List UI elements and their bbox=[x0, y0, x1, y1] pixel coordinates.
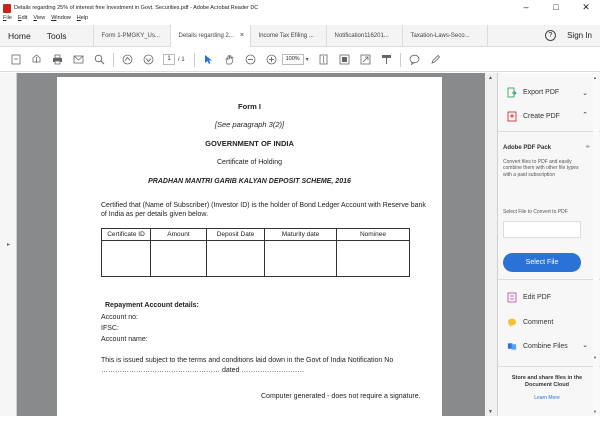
menu-bar bbox=[0, 15, 88, 24]
certification-line: Certified that (Name of Subscriber) (Investor ID) is the holder of Bond Ledger Account with Reserve bank bbox=[101, 202, 426, 209]
doc-tab-label: Taxation-Laws-Seco... bbox=[410, 32, 470, 39]
minimize-button[interactable]: – bbox=[523, 2, 529, 12]
scheme-title: PRADHAN MANTRI GARIB KALYAN DEPOSIT SCHEME, 2016 bbox=[148, 178, 351, 185]
pane-divider bbox=[498, 366, 600, 367]
table-cell bbox=[207, 241, 265, 277]
acrobat-icon bbox=[3, 4, 11, 13]
ifsc-label: IFSC: bbox=[101, 325, 119, 332]
document-cloud-promo: Store and share files in the Document Cloud bbox=[511, 375, 583, 388]
print-icon[interactable] bbox=[52, 54, 63, 65]
notice-line: This is issued subject to the terms and conditions laid down in the Govt of India Notification No bbox=[101, 357, 394, 364]
close-window-button[interactable]: ✕ bbox=[582, 2, 590, 12]
certificate-heading: Certificate of Holding bbox=[217, 159, 282, 166]
zoom-out-icon[interactable] bbox=[245, 54, 256, 65]
doc-tab[interactable] bbox=[250, 25, 326, 47]
paragraph-reference: [See paragraph 3(2)] bbox=[214, 120, 285, 129]
table-cell bbox=[265, 241, 337, 277]
expand-left-panel-icon[interactable]: ▸ bbox=[7, 242, 11, 248]
certification-line: of India as per details given below. bbox=[101, 211, 209, 218]
export-pdf-icon bbox=[507, 87, 517, 97]
fit-page-icon[interactable] bbox=[318, 54, 329, 65]
form-title: Form I bbox=[238, 102, 261, 111]
table-cell bbox=[102, 241, 151, 277]
scroll-down-icon[interactable]: ▼ bbox=[593, 355, 597, 360]
chevron-down-icon[interactable]: ▾ bbox=[305, 57, 309, 63]
zoom-in-icon[interactable] bbox=[266, 54, 277, 65]
status-strip bbox=[0, 416, 600, 429]
certificate-table bbox=[101, 228, 410, 277]
notice-line: …………………………………………… dated ……………………… bbox=[101, 367, 305, 374]
combine-files-tool[interactable] bbox=[507, 341, 568, 351]
tab-home[interactable]: Home bbox=[8, 30, 31, 41]
title-bar bbox=[0, 0, 600, 16]
account-name-label: Account name: bbox=[101, 336, 148, 343]
table-cell bbox=[337, 241, 410, 277]
create-pdf-label: Create PDF bbox=[523, 112, 560, 120]
notice-text bbox=[101, 356, 393, 376]
doc-tab[interactable] bbox=[326, 25, 402, 47]
window-controls bbox=[520, 2, 592, 13]
doc-tab[interactable] bbox=[93, 25, 170, 47]
select-cursor-icon[interactable] bbox=[203, 54, 214, 65]
doc-tab-label: Income Tax Efiling ... bbox=[258, 32, 314, 39]
scroll-up-icon[interactable]: ▲ bbox=[593, 75, 597, 80]
comment-tool[interactable] bbox=[507, 317, 553, 327]
page-up-icon[interactable] bbox=[122, 54, 133, 65]
table-header: Nominee bbox=[337, 229, 410, 241]
tab-bar bbox=[0, 25, 600, 47]
upload-cloud-icon[interactable] bbox=[31, 54, 42, 65]
doc-tab[interactable] bbox=[402, 25, 488, 47]
select-file-label: Select File to Convert to PDF bbox=[503, 209, 568, 215]
create-pdf-tool[interactable] bbox=[507, 111, 560, 121]
scroll-down-icon[interactable]: ▼ bbox=[593, 409, 597, 414]
pane-divider bbox=[498, 131, 600, 132]
page-total: / 1 bbox=[178, 56, 185, 63]
pane-divider bbox=[498, 279, 600, 280]
create-pdf-icon bbox=[507, 111, 517, 121]
repayment-heading: Repayment Account details: bbox=[105, 302, 199, 309]
comment-icon[interactable] bbox=[409, 54, 420, 65]
export-pdf-tool[interactable] bbox=[507, 87, 559, 97]
table-header: Maturity date bbox=[265, 229, 337, 241]
toolbar-divider bbox=[113, 53, 114, 67]
hand-tool-icon[interactable] bbox=[224, 54, 235, 65]
account-number-label: Account no: bbox=[101, 314, 138, 321]
search-icon[interactable] bbox=[94, 54, 105, 65]
fullscreen-icon[interactable] bbox=[360, 54, 371, 65]
government-heading: GOVERNMENT OF INDIA bbox=[205, 139, 294, 148]
maximize-button[interactable]: □ bbox=[553, 2, 559, 12]
bookmark-add-icon[interactable] bbox=[10, 54, 21, 65]
table-header: Deposit Date bbox=[207, 229, 265, 241]
chevron-down-icon[interactable]: ⌄ bbox=[582, 342, 588, 349]
stamp-tool-icon[interactable] bbox=[381, 54, 392, 65]
edit-pdf-label: Edit PDF bbox=[523, 293, 552, 301]
comment-label: Comment bbox=[523, 318, 554, 326]
edit-pdf-tool[interactable] bbox=[507, 292, 551, 302]
table-cell bbox=[151, 241, 207, 277]
email-icon[interactable] bbox=[73, 54, 84, 65]
close-tab-icon[interactable]: × bbox=[239, 32, 244, 39]
toolbar bbox=[0, 48, 600, 72]
sign-in-link[interactable]: Sign In bbox=[567, 31, 592, 40]
toolbar-divider bbox=[400, 53, 401, 67]
document-view[interactable] bbox=[0, 73, 497, 417]
left-panel-strip bbox=[0, 73, 17, 417]
certification-text bbox=[101, 201, 426, 219]
doc-tab-label: Form 1-PMGKY_Us... bbox=[101, 32, 160, 39]
menu-help[interactable]: Help bbox=[76, 15, 89, 21]
comment-bubble-icon bbox=[507, 317, 517, 327]
tools-pane bbox=[497, 73, 600, 416]
export-pdf-label: Export PDF bbox=[523, 88, 560, 96]
doc-tab-active[interactable] bbox=[170, 25, 250, 47]
select-file-button[interactable]: Select File bbox=[503, 253, 581, 272]
pdf-page bbox=[57, 77, 442, 417]
menu-view[interactable]: View bbox=[33, 15, 46, 21]
computer-generated-note: Computer generated - does not require a signature. bbox=[261, 393, 421, 400]
file-drop-field[interactable] bbox=[503, 221, 581, 238]
menu-edit[interactable]: Edit bbox=[17, 15, 28, 21]
pen-icon[interactable] bbox=[430, 54, 441, 65]
tab-tools[interactable]: Tools bbox=[46, 30, 67, 41]
vertical-scrollbar[interactable] bbox=[485, 73, 497, 417]
tag-icon: ⌖ bbox=[585, 142, 590, 151]
combine-files-icon bbox=[507, 341, 517, 351]
rotate-page-icon[interactable] bbox=[339, 54, 350, 65]
chevron-down-icon[interactable]: ⌄ bbox=[582, 90, 588, 97]
menu-window[interactable]: Window bbox=[51, 15, 71, 21]
learn-more-link[interactable]: Learn More bbox=[534, 395, 560, 401]
combine-files-label: Combine Files bbox=[523, 342, 568, 350]
page-down-icon[interactable] bbox=[143, 54, 154, 65]
doc-tab-label: Notification116201... bbox=[334, 32, 389, 39]
table-header: Amount bbox=[151, 229, 207, 241]
pdf-pack-description: Convert files to PDF and easily combine them with other file types with a paid subscription bbox=[503, 159, 579, 178]
doc-tab-label: Details regarding 2... bbox=[178, 32, 234, 39]
toolbar-divider bbox=[194, 53, 195, 67]
chevron-up-icon[interactable]: ⌃ bbox=[582, 112, 588, 119]
edit-pdf-icon bbox=[507, 292, 517, 302]
scroll-down-icon[interactable]: ▼ bbox=[488, 409, 493, 415]
window-title: Details regarding 25% of interest free Investment in Govt. Securities.pdf - Adobe Acrobat Reader DC bbox=[14, 5, 259, 11]
menu-file[interactable]: File bbox=[3, 15, 12, 21]
table-header: Certificate ID bbox=[102, 229, 151, 241]
tools-pane-scrollbar[interactable] bbox=[593, 73, 599, 416]
page-number-input[interactable]: 1 bbox=[163, 54, 175, 65]
scroll-up-icon[interactable]: ▲ bbox=[488, 75, 493, 81]
help-icon[interactable]: ? bbox=[545, 30, 556, 41]
zoom-level-input[interactable]: 100% bbox=[282, 54, 304, 65]
pdf-pack-title: Adobe PDF Pack bbox=[503, 145, 552, 151]
